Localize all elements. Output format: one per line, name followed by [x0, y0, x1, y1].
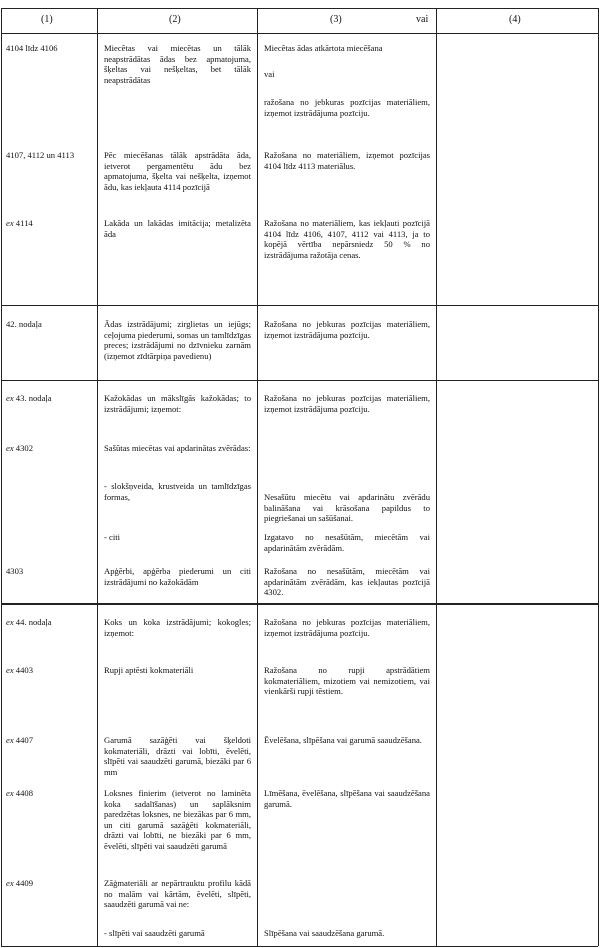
column-header-4: (4)	[509, 14, 521, 25]
product-description: Sašūtas miecētas vai apdarinātas zvērādas:	[104, 443, 251, 453]
column-divider-3	[436, 8, 437, 946]
working-rule: Ēvelēšana, slīpēšana vai garumā saaudzēšana.	[264, 735, 422, 745]
column-divider-2	[257, 8, 258, 946]
column-header-or: vai	[416, 14, 429, 25]
product-description: Garumā sazāģēti vai šķeldoti kokmateriāli, drāzti vai lobīti, ēvelēti, slīpēti vai saaudzēti garumā, biezāki par 6 mm	[104, 735, 251, 777]
product-description: Kažokādas un mākslīgās kažokādas; to izstrādājumi; izņemot:	[104, 393, 251, 414]
product-description: - slīpēti vai saaudzēti garumā	[104, 928, 205, 938]
product-description: Koks un koka izstrādājumi; kokogles; izņemot:	[104, 617, 251, 638]
heading-code: 4104 līdz 4106	[6, 43, 58, 53]
product-description: Zāģmateriāli ar nepārtrauktu profilu kādā no malām vai kārtām, ēvelēti, slīpēti, saaudzēti garumā vai ne:	[104, 878, 251, 910]
working-rule: Ražošana no materiāliem, kas iekļauti pozīcijā 4104 līdz 4106, 4107, 4112 vai 4113, ja to kopējā vērtība nepārsniedz 50 % no izstrādājuma ražotāja cenas.	[264, 218, 430, 260]
table-border-left	[1, 8, 2, 946]
product-description: Rupji aptēsti kokmateriāli	[104, 665, 194, 675]
working-rule: Izgatavo no nesašūtām, miecētām vai apdarinātām zvērādām.	[264, 532, 430, 553]
heading-code: ex 4114	[6, 218, 33, 228]
heading-code: ex 4407	[6, 735, 33, 745]
table-border-bottom	[1, 946, 598, 947]
working-rule: Miecētas ādas atkārtota miecēšana	[264, 43, 383, 53]
working-rule: Ražošana no jebkuras pozīcijas materiāliem, izņemot izstrādājuma pozīciju.	[264, 319, 430, 340]
working-rule: ražošana no jebkuras pozīcijas materiāliem, izņemot izstrādājuma pozīciju.	[264, 97, 430, 118]
product-description: Miecētas vai miecētas un tālāk neapstrādātas ādas bez apmatojuma, šķeltas vai nešķeltas, bet tālāk neapstrādātas	[104, 43, 251, 85]
product-description: Loksnes finierim (ietverot no laminēta koka sadalīšanas) un saplāksnim paredzētas loksnes, ne biezākas par 6 mm, un citi garumā sazāģēti kokmateriāli, drāzti vai lobīti, ne biezāki par 6 mm, ēvelēti, slīpēti vai saaudzēti garumā	[104, 788, 251, 851]
column-header-2: (2)	[169, 14, 181, 25]
product-description: Apģērbi, apģērba piederumi un citi izstrādājumi no kažokādām	[104, 566, 251, 587]
product-description: Ādas izstrādājumi; zirglietas un iejūgs; ceļojuma piederumi, somas un tamlīdzīgas preces; izstrādājumi no dzīvnieku zarnām (izņemot zīdtārpiņa pavedienu)	[104, 319, 251, 361]
table-border-right	[598, 8, 599, 946]
header-separator	[1, 33, 598, 34]
column-header-1: (1)	[41, 14, 53, 25]
product-description: - citi	[104, 532, 120, 542]
heading-code: 4107, 4112 un 4113	[6, 150, 75, 160]
working-rule: Ražošana no rupji apstrādātiem kokmateriāliem, mizotiem vai nemizotiem, vai vienkārši rupji tēstiem.	[264, 665, 430, 697]
working-rule: Ražošana no jebkuras pozīcijas materiāliem, izņemot izstrādājuma pozīciju.	[264, 393, 430, 414]
working-rule: Nesašūtu miecētu vai apdarinātu zvērādu balināšana vai krāsošana papildus to piegriešanai un sašūšanai.	[264, 492, 430, 524]
heading-code: 4303	[6, 566, 24, 576]
table-border-top	[1, 8, 598, 9]
heading-code: ex 4408	[6, 788, 33, 798]
heading-code: ex 43. nodaļa	[6, 393, 52, 403]
heading-code: ex 44. nodaļa	[6, 617, 52, 627]
heading-code: 42. nodaļa	[6, 319, 42, 329]
product-description: Lakāda un lakādas imitācija; metalizēta āda	[104, 218, 251, 239]
column-header-3: (3)	[330, 14, 342, 25]
working-rule: Ražošana no materiāliem, izņemot pozīcijas 4104 līdz 4113 materiālus.	[264, 150, 430, 171]
working-rule: Līmēšana, ēvelēšana, slīpēšana vai saaudzēšana garumā.	[264, 788, 430, 809]
heading-code: ex 4302	[6, 443, 33, 453]
row-separator	[1, 603, 598, 605]
working-rule: Slīpēšana vai saaudzēšana garumā.	[264, 928, 385, 938]
row-separator	[1, 380, 598, 381]
heading-code: ex 4403	[6, 665, 33, 675]
product-description: Pēc miecēšanas tālāk apstrādāta āda, ietverot pergamentētu ādu bez apmatojuma, šķelta vai nešķelta, izņemot ādu, kas iekļauta 4114 pozīcijā	[104, 150, 251, 192]
row-separator	[1, 305, 598, 306]
working-rule: Ražošana no nesašūtām, miecētām vai apdarinātām zvērādām, kas iekļautas pozīcijā 4302.	[264, 566, 430, 598]
product-description: - slokšņveida, krustveida un tamlīdzīgas formas,	[104, 481, 251, 502]
working-rule: Ražošana no jebkuras pozīcijas materiāliem, izņemot izstrādājuma pozīciju.	[264, 617, 430, 638]
heading-code: ex 4409	[6, 878, 33, 888]
rule-or-text: vai	[264, 69, 275, 79]
column-divider-1	[97, 8, 98, 946]
